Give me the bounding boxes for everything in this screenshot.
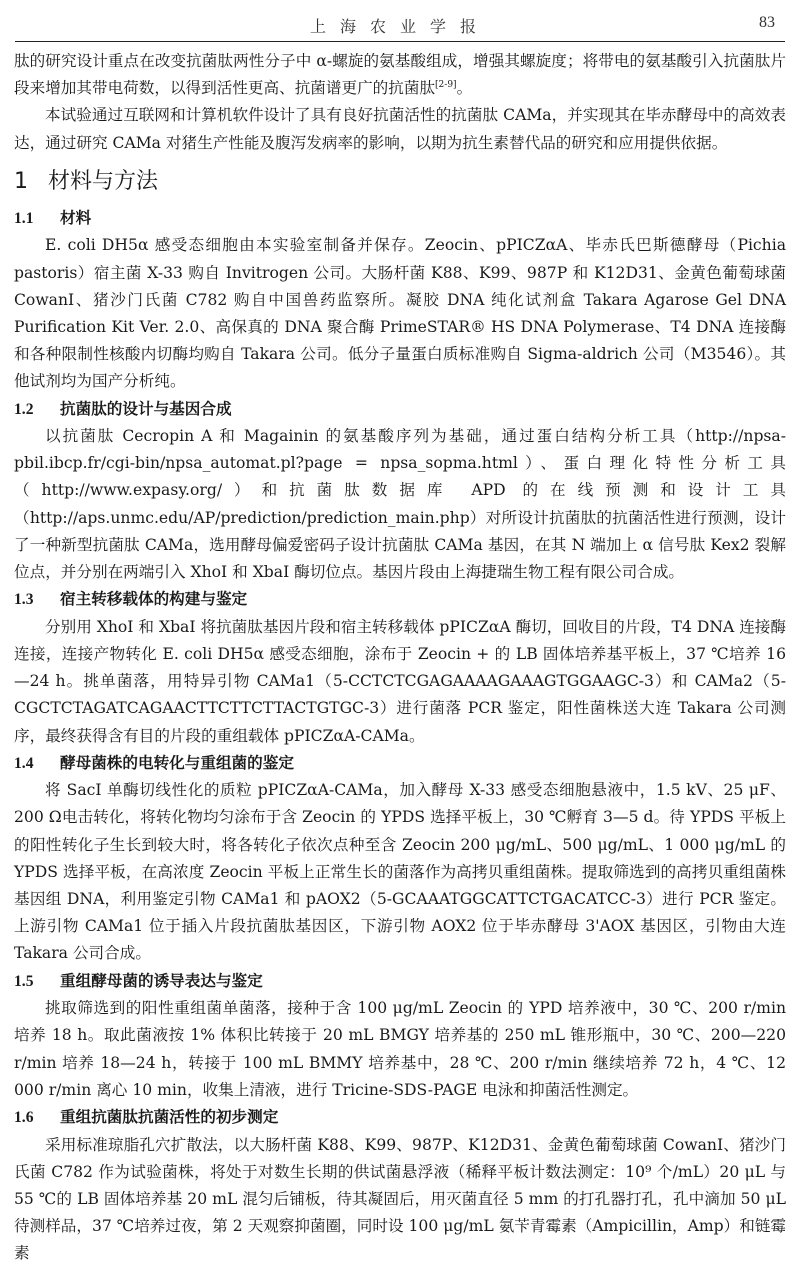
subsection-heading: 1.6 重组抗菌肽抗菌活性的初步测定: [14, 1108, 279, 1126]
subsection-paragraph: 将 SacI 单酶切线性化的质粒 pPICZαA-CAMa，加入酵母 X-33 感受态细胞悬液中，1.5 kV、25 μF、200 Ω电击转化，将转化物均匀涂布于含 Zeocin 的 YPDS 选择平板上，30 ℃孵育 3—5 d。待 YPDS 平板上的阳性转化子生长到较大时，将各转化子依次点种至含 Zeocin 200 μg/mL、500 μg/mL、1 000 μg/mL 的 YPDS 选择平板，在高浓度 Zeocin 平板上正常生长的菌落作为高拷贝重组菌株。提取筛选到的高拷贝重组菌株基因组 DNA，利用鉴定引物 CAMa1 和 pAOX2（5-GCAAATGGCATTCTGACATCC-3）进行 PCR 鉴定。上游引物 CAMa1 位于插入片段抗菌肽基因区，下游引物 AOX2 位于毕赤酵母 3'AOX 基因区，引物由大连 Takara 公司合成。: [14, 781, 786, 963]
subsection-heading: 1.3 宿主转移载体的构建与鉴定: [14, 590, 248, 609]
article-body: [14, 48, 786, 1268]
section-heading: [14, 165, 786, 199]
subsection-heading: 1.2 抗菌肽的设计与基因合成: [14, 399, 232, 418]
page-number: 83: [759, 14, 775, 31]
subsection-paragraph: 采用标准琼脂孔穴扩散法，以大肠杆菌 K88、K99、987P、K12D31、金黄色葡萄球菌 CowanI、猪沙门氏菌 C782 作为试验菌株，将处于对数生长期的供试菌悬浮液（稀释平板计数法测定：10⁹ 个/mL）20 μL 与 55 ℃的 LB 固体培养基 20 mL 混匀后铺板，待其凝固后，用灭菌直径 5 mm 的打孔器打孔，孔中滴加 50 μL 待测样品，37 ℃培养过夜，第 2 天观察抑菌圈，同时设 100 μg/mL 氨苄青霉素（Ampicillin，Amp）和链霉素: [14, 1135, 786, 1263]
subsection-heading: 1.5 重组酵母菌的诱导表达与鉴定: [14, 971, 263, 990]
running-header: [15, 8, 785, 42]
intro-paragraph-1: 肽的研究设计重点在改变抗菌肽两性分子中 α-螺旋的氨基酸组成，增强其螺旋度；将带电的氨基酸引入抗菌肽片段来增加其带电荷数，以得到活性更高、抗菌谱更广的抗菌肽[2-9]。: [14, 52, 786, 98]
subsection-paragraph: 以抗菌肽 Cecropin A 和 Magainin 的氨基酸序列为基础，通过蛋白结构分析工具（http://npsa-pbil.ibcp.fr/cgi-bin/npsa_automat.pl?page = npsa_sopma.html）、蛋白理化特性分析工具（http://www.expasy.org/）和抗菌肽数据库 APD 的在线预测和设计工具（http://aps.unmc.edu/AP/prediction/prediction_main.php）对所设计抗菌肽的抗菌活性进行预测，设计了一种新型抗菌肽 CAMa，选用酵母偏爱密码子设计抗菌肽 CAMa 基因，在其 N 端加上 α 信号肽 Kex2 裂解位点，并分别在两端引入 XhoI 和 XbaI 酶切位点。基因片段由上海捷瑞生物工程有限公司合成。: [14, 427, 786, 582]
journal-title: 上海农业学报: [309, 17, 490, 36]
subsection-paragraph: E. coli DH5α 感受态细胞由本实验室制备并保存。Zeocin、pPICZαA、毕赤氏巴斯德酵母（Pichia pastoris）宿主菌 X-33 购自 Invitrogen 公司。大肠杆菌 K88、K99、987P 和 K12D31、金黄色葡萄球菌 CowanI、猪沙门氏菌 C782 购自中国兽药监察所。凝胶 DNA 纯化试剂盒 Takara Agarose Gel DNA Purification Kit Ver. 2.0、高保真的 DNA 聚合酶 PrimeSTAR® HS DNA Polymerase、T4 DNA 连接酶和各种限制性核酸内切酶均购自 Takara 公司。低分子量蛋白质标准购自 Sigma-aldrich 公司（M3546）。其他试剂均为国产分析纯。: [14, 236, 786, 391]
subsection-heading: 1.4 酵母菌株的电转化与重组菌的鉴定: [14, 753, 294, 772]
citation: [2-9]: [435, 80, 457, 91]
subsection-heading: 1.1 材料: [14, 208, 92, 227]
subsection-paragraph: 分别用 XhoI 和 XbaI 将抗菌肽基因片段和宿主转移载体 pPICZαA 酶切，回收目的片段，T4 DNA 连接酶连接，连接产物转化 E. coli DH5α 感受态细胞，涂布于 Zeocin + 的 LB 固体培养基平板上，37 ℃培养 16—24 h。挑单菌落，用特异引物 CAMa1（5-CCTCTCGAGAAAAGAAAGTGGAAGC-3）和 CAMa2（5-CGCTCTAGATCAGAACTTCTTCTTACTGTGC-3）进行菌落 PCR 鉴定，阳性菌株送大连 Takara 公司测序，最终获得含有目的片段的重组载体 pPICZαA-CAMa。: [14, 617, 786, 745]
section-number: 1: [14, 168, 28, 194]
section-title: 材料与方法: [48, 168, 159, 194]
subsection-paragraph: 挑取筛选到的阳性重组菌单菌落，接种于含 100 μg/mL Zeocin 的 YPD 培养液中，30 ℃、200 r/min 培养 18 h。取此菌液按 1% 体积比转接于 20 mL BMGY 培养基的 250 mL 锥形瓶中，30 ℃、200—220 r/min 培养 18—24 h，转接于 100 mL BMMY 培养基中，28 ℃、200 r/min 继续培养 72 h，4 ℃、12 000 r/min 离心 10 min，收集上清液，进行 Tricine-SDS-PAGE 电泳和抑菌活性测定。: [14, 999, 786, 1099]
intro-paragraph-2: 本试验通过互联网和计算机软件设计了具有良好抗菌活性的抗菌肽 CAMa，并实现其在毕赤酵母中的高效表达，通过研究 CAMa 对猪生产性能及腹泻发病率的影响，以期为抗生素替代品的研究和应用提供依据。: [14, 106, 786, 152]
